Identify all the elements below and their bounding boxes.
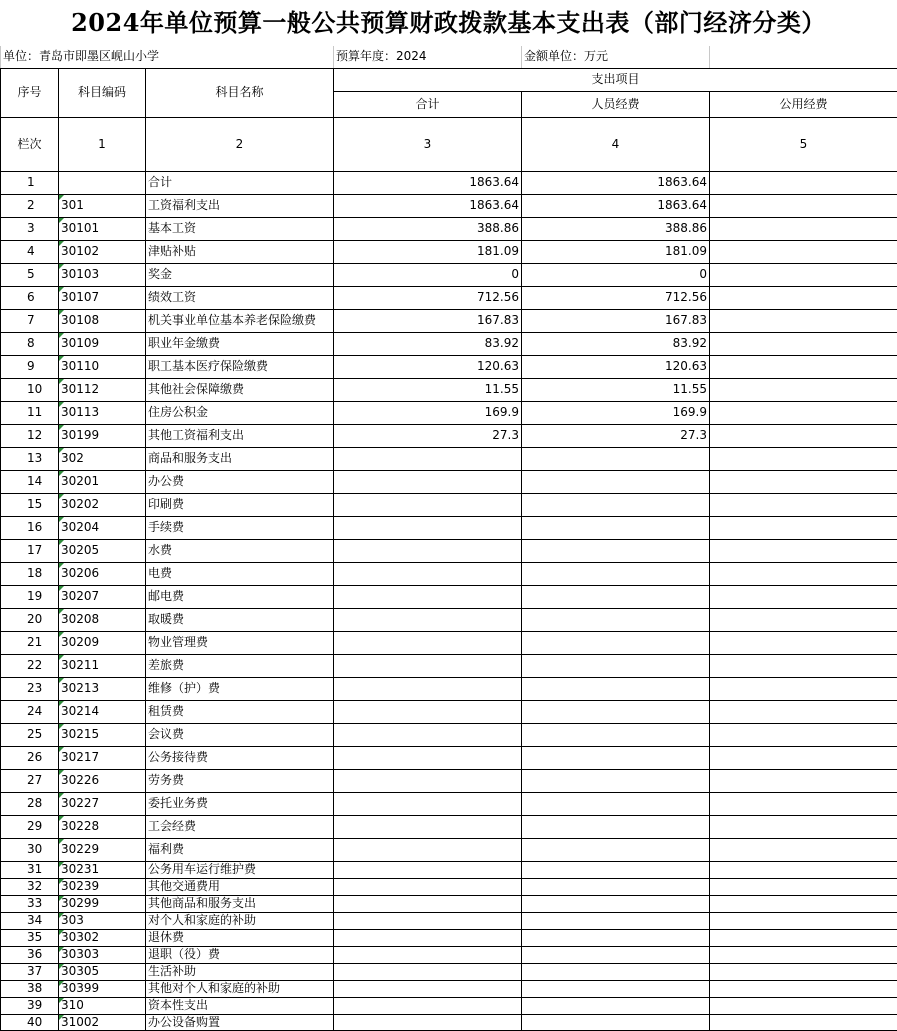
- row-total-cell: 1863.64: [334, 172, 522, 195]
- row-code-cell: 30101: [59, 218, 146, 241]
- row-personnel-cell: [522, 701, 710, 724]
- lane-2: 2: [146, 118, 334, 172]
- row-code-cell: [59, 172, 146, 195]
- row-public-cell: [710, 448, 897, 471]
- row-total-cell: [334, 930, 522, 947]
- row-name-cell: 邮电费: [146, 586, 334, 609]
- table-row: [1, 540, 897, 563]
- row-seq-cell: 32: [1, 879, 59, 896]
- row-personnel-cell: [522, 998, 710, 1015]
- row-code-cell: 30227: [59, 793, 146, 816]
- row-seq-cell: 22: [1, 655, 59, 678]
- row-name-cell: 基本工资: [146, 218, 334, 241]
- row-name-cell: 工资福利支出: [146, 195, 334, 218]
- row-public-cell: [710, 930, 897, 947]
- header-seq: 序号: [1, 69, 59, 118]
- unit-name: 单位：青岛市即墨区岘山小学: [1, 46, 334, 69]
- row-code-cell: 30229: [59, 839, 146, 862]
- table-row: [1, 770, 897, 793]
- header-public: 公用经费: [710, 92, 897, 118]
- row-total-cell: [334, 494, 522, 517]
- header-code: 科目编码: [59, 69, 146, 118]
- row-total-cell: [334, 678, 522, 701]
- row-code-cell: 30208: [59, 609, 146, 632]
- row-public-cell: [710, 494, 897, 517]
- row-seq-cell: 11: [1, 402, 59, 425]
- row-code-cell: 30199: [59, 425, 146, 448]
- row-code-cell: 30228: [59, 816, 146, 839]
- row-total-cell: [334, 816, 522, 839]
- row-code-cell: 30204: [59, 517, 146, 540]
- table-row: [1, 448, 897, 471]
- row-personnel-cell: [522, 770, 710, 793]
- budget-year: 预算年度：2024: [334, 46, 522, 69]
- row-personnel-cell: [522, 540, 710, 563]
- row-total-cell: [334, 471, 522, 494]
- row-code-cell: 302: [59, 448, 146, 471]
- row-seq-cell: 2: [1, 195, 59, 218]
- row-total-cell: [334, 724, 522, 747]
- row-seq-cell: 18: [1, 563, 59, 586]
- row-name-cell: 对个人和家庭的补助: [146, 913, 334, 930]
- row-seq-cell: 24: [1, 701, 59, 724]
- row-code-cell: 301: [59, 195, 146, 218]
- row-code-cell: 30109: [59, 333, 146, 356]
- row-public-cell: [710, 310, 897, 333]
- row-seq-cell: 31: [1, 862, 59, 879]
- row-personnel-cell: [522, 816, 710, 839]
- row-public-cell: [710, 964, 897, 981]
- row-code-cell: 30207: [59, 586, 146, 609]
- table-row: [1, 964, 897, 981]
- row-public-cell: [710, 816, 897, 839]
- row-personnel-cell: [522, 586, 710, 609]
- table-row: [1, 471, 897, 494]
- row-seq-cell: 40: [1, 1015, 59, 1031]
- row-name-cell: 职工基本医疗保险缴费: [146, 356, 334, 379]
- row-seq-cell: 27: [1, 770, 59, 793]
- row-public-cell: [710, 379, 897, 402]
- row-total-cell: [334, 896, 522, 913]
- row-public-cell: [710, 770, 897, 793]
- row-code-cell: 30110: [59, 356, 146, 379]
- row-personnel-cell: [522, 1015, 710, 1031]
- table-row: [1, 913, 897, 930]
- row-public-cell: [710, 896, 897, 913]
- row-total-cell: [334, 839, 522, 862]
- header-name: 科目名称: [146, 69, 334, 118]
- table-row: [1, 264, 897, 287]
- row-total-cell: [334, 964, 522, 981]
- row-total-cell: 120.63: [334, 356, 522, 379]
- row-seq-cell: 1: [1, 172, 59, 195]
- table-row: [1, 494, 897, 517]
- row-total-cell: [334, 563, 522, 586]
- table-row: [1, 241, 897, 264]
- row-name-cell: 商品和服务支出: [146, 448, 334, 471]
- table-row: [1, 839, 897, 862]
- row-name-cell: 福利费: [146, 839, 334, 862]
- row-seq-cell: 23: [1, 678, 59, 701]
- row-seq-cell: 38: [1, 981, 59, 998]
- table-row: [1, 218, 897, 241]
- row-total-cell: 388.86: [334, 218, 522, 241]
- row-name-cell: 办公设备购置: [146, 1015, 334, 1031]
- row-name-cell: 机关事业单位基本养老保险缴费: [146, 310, 334, 333]
- row-public-cell: [710, 540, 897, 563]
- table-row: [1, 879, 897, 896]
- row-name-cell: 劳务费: [146, 770, 334, 793]
- row-personnel-cell: [522, 632, 710, 655]
- row-public-cell: [710, 632, 897, 655]
- table-row: [1, 947, 897, 964]
- header-row-1: [1, 69, 897, 92]
- row-public-cell: [710, 1015, 897, 1031]
- table-row: [1, 563, 897, 586]
- row-code-cell: 30205: [59, 540, 146, 563]
- row-personnel-cell: 11.55: [522, 379, 710, 402]
- table-row: [1, 896, 897, 913]
- row-personnel-cell: 181.09: [522, 241, 710, 264]
- row-public-cell: [710, 609, 897, 632]
- row-personnel-cell: [522, 793, 710, 816]
- row-seq-cell: 17: [1, 540, 59, 563]
- row-seq-cell: 13: [1, 448, 59, 471]
- row-public-cell: [710, 747, 897, 770]
- row-seq-cell: 4: [1, 241, 59, 264]
- report-title: 2024年单位预算一般公共预算财政拨款基本支出表（部门经济分类）: [0, 0, 897, 46]
- row-personnel-cell: [522, 947, 710, 964]
- row-personnel-cell: [522, 678, 710, 701]
- row-name-cell: 差旅费: [146, 655, 334, 678]
- row-code-cell: 30211: [59, 655, 146, 678]
- row-personnel-cell: [522, 563, 710, 586]
- row-total-cell: [334, 770, 522, 793]
- table-row: [1, 310, 897, 333]
- row-public-cell: [710, 356, 897, 379]
- row-seq-cell: 7: [1, 310, 59, 333]
- row-personnel-cell: [522, 964, 710, 981]
- row-code-cell: 30303: [59, 947, 146, 964]
- table-row: [1, 379, 897, 402]
- row-code-cell: 30209: [59, 632, 146, 655]
- row-personnel-cell: 169.9: [522, 402, 710, 425]
- row-name-cell: 退职（役）费: [146, 947, 334, 964]
- row-seq-cell: 8: [1, 333, 59, 356]
- row-code-cell: 30302: [59, 930, 146, 947]
- table-row: [1, 678, 897, 701]
- row-seq-cell: 34: [1, 913, 59, 930]
- row-total-cell: 1863.64: [334, 195, 522, 218]
- row-name-cell: 会议费: [146, 724, 334, 747]
- row-code-cell: 30102: [59, 241, 146, 264]
- row-public-cell: [710, 241, 897, 264]
- row-code-cell: 30107: [59, 287, 146, 310]
- row-total-cell: [334, 586, 522, 609]
- row-public-cell: [710, 701, 897, 724]
- row-total-cell: 27.3: [334, 425, 522, 448]
- table-row: [1, 195, 897, 218]
- row-code-cell: 30213: [59, 678, 146, 701]
- row-seq-cell: 14: [1, 471, 59, 494]
- row-name-cell: 住房公积金: [146, 402, 334, 425]
- currency-unit: 金额单位：万元: [522, 46, 710, 69]
- row-seq-cell: 39: [1, 998, 59, 1015]
- row-seq-cell: 6: [1, 287, 59, 310]
- row-public-cell: [710, 425, 897, 448]
- row-personnel-cell: [522, 747, 710, 770]
- header-personnel: 人员经费: [522, 92, 710, 118]
- row-seq-cell: 37: [1, 964, 59, 981]
- row-total-cell: [334, 998, 522, 1015]
- row-code-cell: 30299: [59, 896, 146, 913]
- table-row: [1, 287, 897, 310]
- row-code-cell: 30215: [59, 724, 146, 747]
- row-name-cell: 津贴补贴: [146, 241, 334, 264]
- row-public-cell: [710, 333, 897, 356]
- row-seq-cell: 21: [1, 632, 59, 655]
- row-total-cell: [334, 913, 522, 930]
- row-code-cell: 30108: [59, 310, 146, 333]
- lane-label: 栏次: [1, 118, 59, 172]
- row-name-cell: 手续费: [146, 517, 334, 540]
- row-seq-cell: 15: [1, 494, 59, 517]
- table-row: [1, 998, 897, 1015]
- row-public-cell: [710, 218, 897, 241]
- row-code-cell: 30231: [59, 862, 146, 879]
- row-total-cell: 181.09: [334, 241, 522, 264]
- row-personnel-cell: [522, 609, 710, 632]
- row-name-cell: 职业年金缴费: [146, 333, 334, 356]
- row-seq-cell: 19: [1, 586, 59, 609]
- row-name-cell: 印刷费: [146, 494, 334, 517]
- row-name-cell: 退休费: [146, 930, 334, 947]
- row-public-cell: [710, 586, 897, 609]
- row-public-cell: [710, 862, 897, 879]
- row-seq-cell: 5: [1, 264, 59, 287]
- row-code-cell: 303: [59, 913, 146, 930]
- row-code-cell: 30214: [59, 701, 146, 724]
- row-code-cell: 30305: [59, 964, 146, 981]
- table-row: [1, 930, 897, 947]
- row-total-cell: [334, 448, 522, 471]
- row-name-cell: 维修（护）费: [146, 678, 334, 701]
- row-total-cell: [334, 701, 522, 724]
- row-total-cell: [334, 609, 522, 632]
- table-row: [1, 586, 897, 609]
- row-code-cell: 30201: [59, 471, 146, 494]
- table-row: [1, 1015, 897, 1031]
- row-name-cell: 其他对个人和家庭的补助: [146, 981, 334, 998]
- row-personnel-cell: [522, 879, 710, 896]
- table-row: [1, 816, 897, 839]
- header-total: 合计: [334, 92, 522, 118]
- row-seq-cell: 10: [1, 379, 59, 402]
- table-row: [1, 793, 897, 816]
- row-public-cell: [710, 195, 897, 218]
- row-public-cell: [710, 563, 897, 586]
- row-name-cell: 电费: [146, 563, 334, 586]
- table-row: [1, 701, 897, 724]
- row-code-cell: 30202: [59, 494, 146, 517]
- row-personnel-cell: [522, 913, 710, 930]
- table-row: [1, 862, 897, 879]
- row-total-cell: [334, 793, 522, 816]
- row-personnel-cell: [522, 448, 710, 471]
- row-code-cell: 31002: [59, 1015, 146, 1031]
- row-name-cell: 其他社会保障缴费: [146, 379, 334, 402]
- row-name-cell: 其他交通费用: [146, 879, 334, 896]
- table-row: [1, 333, 897, 356]
- row-personnel-cell: 120.63: [522, 356, 710, 379]
- row-personnel-cell: [522, 517, 710, 540]
- lane-5: 5: [710, 118, 897, 172]
- row-name-cell: 租赁费: [146, 701, 334, 724]
- row-name-cell: 合计: [146, 172, 334, 195]
- row-personnel-cell: [522, 494, 710, 517]
- row-seq-cell: 35: [1, 930, 59, 947]
- row-personnel-cell: 388.86: [522, 218, 710, 241]
- row-name-cell: 委托业务费: [146, 793, 334, 816]
- row-public-cell: [710, 287, 897, 310]
- row-total-cell: 11.55: [334, 379, 522, 402]
- row-seq-cell: 33: [1, 896, 59, 913]
- lane-1: 1: [59, 118, 146, 172]
- row-seq-cell: 28: [1, 793, 59, 816]
- row-personnel-cell: 83.92: [522, 333, 710, 356]
- lane-4: 4: [522, 118, 710, 172]
- row-code-cell: 30103: [59, 264, 146, 287]
- row-personnel-cell: 1863.64: [522, 172, 710, 195]
- lane-3: 3: [334, 118, 522, 172]
- row-name-cell: 其他商品和服务支出: [146, 896, 334, 913]
- row-total-cell: [334, 879, 522, 896]
- table-row: [1, 356, 897, 379]
- table-row: [1, 724, 897, 747]
- row-personnel-cell: [522, 724, 710, 747]
- row-seq-cell: 16: [1, 517, 59, 540]
- row-name-cell: 其他工资福利支出: [146, 425, 334, 448]
- row-personnel-cell: [522, 896, 710, 913]
- row-total-cell: 83.92: [334, 333, 522, 356]
- row-seq-cell: 36: [1, 947, 59, 964]
- row-personnel-cell: 167.83: [522, 310, 710, 333]
- row-code-cell: 30206: [59, 563, 146, 586]
- row-total-cell: [334, 540, 522, 563]
- row-total-cell: [334, 862, 522, 879]
- row-personnel-cell: [522, 862, 710, 879]
- row-code-cell: 30399: [59, 981, 146, 998]
- row-seq-cell: 26: [1, 747, 59, 770]
- row-seq-cell: 30: [1, 839, 59, 862]
- row-code-cell: 30113: [59, 402, 146, 425]
- row-personnel-cell: [522, 839, 710, 862]
- row-personnel-cell: [522, 930, 710, 947]
- row-total-cell: [334, 1015, 522, 1031]
- row-public-cell: [710, 172, 897, 195]
- row-name-cell: 取暖费: [146, 609, 334, 632]
- row-code-cell: 30112: [59, 379, 146, 402]
- row-public-cell: [710, 839, 897, 862]
- row-code-cell: 30239: [59, 879, 146, 896]
- row-code-cell: 30217: [59, 747, 146, 770]
- row-code-cell: 310: [59, 998, 146, 1015]
- row-name-cell: 水费: [146, 540, 334, 563]
- row-personnel-cell: 27.3: [522, 425, 710, 448]
- row-public-cell: [710, 471, 897, 494]
- row-total-cell: [334, 632, 522, 655]
- row-total-cell: 0: [334, 264, 522, 287]
- lane-row: [1, 118, 897, 172]
- row-public-cell: [710, 913, 897, 930]
- row-personnel-cell: [522, 471, 710, 494]
- row-code-cell: 30226: [59, 770, 146, 793]
- table-row: [1, 609, 897, 632]
- row-total-cell: 712.56: [334, 287, 522, 310]
- row-seq-cell: 29: [1, 816, 59, 839]
- row-seq-cell: 20: [1, 609, 59, 632]
- table-row: [1, 747, 897, 770]
- table-row: [1, 517, 897, 540]
- table-row: [1, 402, 897, 425]
- row-name-cell: 绩效工资: [146, 287, 334, 310]
- row-seq-cell: 3: [1, 218, 59, 241]
- row-personnel-cell: 712.56: [522, 287, 710, 310]
- row-total-cell: [334, 947, 522, 964]
- row-name-cell: 生活补助: [146, 964, 334, 981]
- table-row: [1, 655, 897, 678]
- row-name-cell: 奖金: [146, 264, 334, 287]
- row-name-cell: 公务用车运行维护费: [146, 862, 334, 879]
- row-public-cell: [710, 947, 897, 964]
- row-seq-cell: 25: [1, 724, 59, 747]
- row-public-cell: [710, 402, 897, 425]
- table-row: [1, 632, 897, 655]
- row-public-cell: [710, 793, 897, 816]
- row-total-cell: 169.9: [334, 402, 522, 425]
- row-name-cell: 物业管理费: [146, 632, 334, 655]
- row-personnel-cell: 1863.64: [522, 195, 710, 218]
- row-name-cell: 办公费: [146, 471, 334, 494]
- row-name-cell: 工会经费: [146, 816, 334, 839]
- header-expense-group: 支出项目: [334, 69, 897, 92]
- row-total-cell: [334, 747, 522, 770]
- row-public-cell: [710, 678, 897, 701]
- row-seq-cell: 12: [1, 425, 59, 448]
- table-row: [1, 425, 897, 448]
- row-public-cell: [710, 264, 897, 287]
- row-public-cell: [710, 998, 897, 1015]
- budget-table: [0, 46, 897, 1031]
- meta-empty-cell: [710, 46, 897, 69]
- row-public-cell: [710, 655, 897, 678]
- row-public-cell: [710, 724, 897, 747]
- row-personnel-cell: 0: [522, 264, 710, 287]
- row-public-cell: [710, 517, 897, 540]
- row-name-cell: 资本性支出: [146, 998, 334, 1015]
- row-personnel-cell: [522, 655, 710, 678]
- row-total-cell: 167.83: [334, 310, 522, 333]
- meta-row: [1, 46, 897, 69]
- row-seq-cell: 9: [1, 356, 59, 379]
- row-total-cell: [334, 517, 522, 540]
- row-name-cell: 公务接待费: [146, 747, 334, 770]
- row-total-cell: [334, 655, 522, 678]
- row-public-cell: [710, 879, 897, 896]
- table-row: [1, 172, 897, 195]
